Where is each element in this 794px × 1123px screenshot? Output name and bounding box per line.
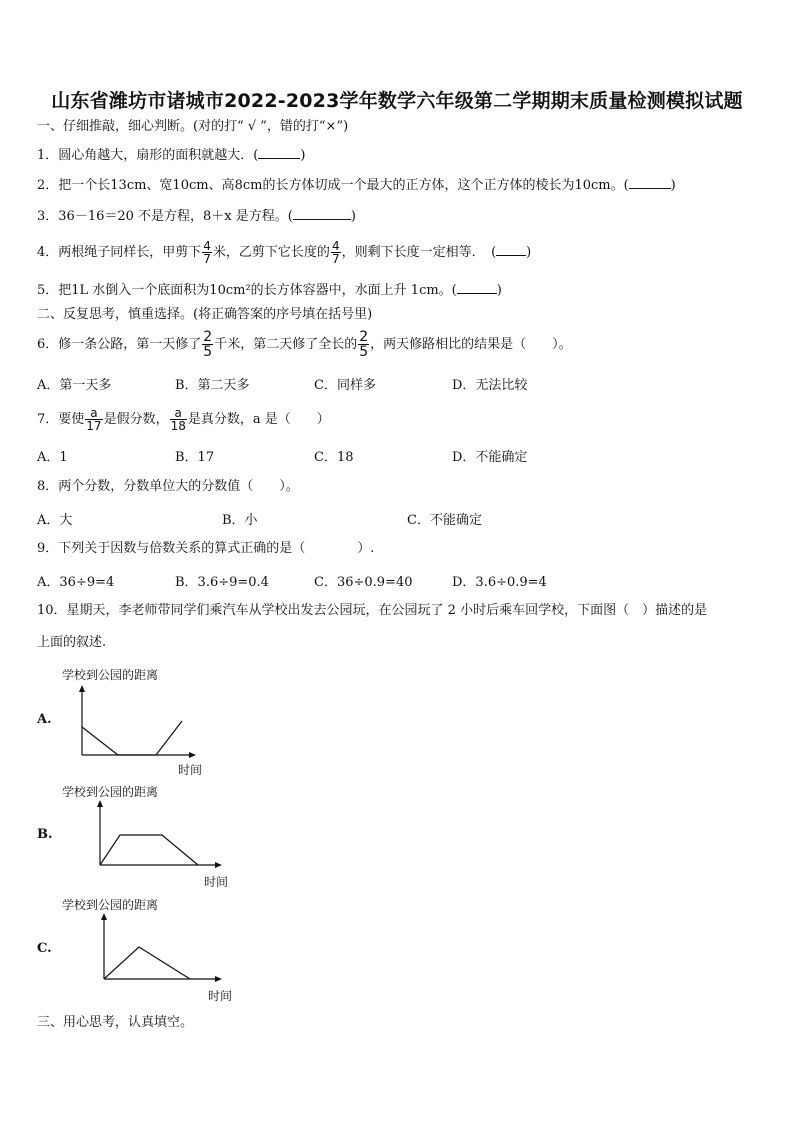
q9-option-c[interactable]: C．36÷0.9=40: [314, 575, 413, 590]
graph-c-y-arrow: [101, 913, 107, 920]
question-2-text: 2．把一个长13cm、宽10cm、高8cm的长方体切成一个最大的正方体，这个正方体的棱长为10cm。(: [37, 178, 629, 193]
graph-c-x-arrow: [215, 976, 222, 982]
question-7: 7．要使 $\frac{a}{17}$ 是假分数， $\frac{a}{18}$ 是真分数，a 是（ ）: [37, 406, 330, 433]
graph-a: [70, 685, 200, 765]
q7-option-a[interactable]: A．1: [37, 450, 68, 465]
graph-a-ylabel: 学校到公园的距离: [62, 668, 159, 682]
fraction-a-18: $\frac{a}{18}$: [170, 406, 186, 433]
answer-blank-3[interactable]: [293, 207, 351, 220]
graph-a-y-arrow: [79, 685, 85, 692]
graph-c-line: [104, 947, 190, 979]
section3-heading: 三、用心思考，认真填空。: [37, 1015, 194, 1030]
graph-a-letter[interactable]: A.: [37, 712, 52, 727]
q7-option-c[interactable]: C．18: [314, 450, 354, 465]
q9-option-b[interactable]: B．3.6÷9=0.4: [175, 575, 269, 590]
question-4: 4．两根绳子同样长，甲剪下 $\frac{4}{7}$ 米，乙剪下它长度的 $\frac{4}{7}$ ，则剩下长度一定相等． ( ): [37, 239, 532, 266]
question-2: 2．把一个长13cm、宽10cm、高8cm的长方体切成一个最大的正方体，这个正方体的棱长为10cm。( ): [37, 178, 676, 193]
graph-b-y-arrow: [97, 800, 103, 807]
q7-option-d[interactable]: D．不能确定: [452, 450, 528, 465]
graph-c: [92, 913, 232, 988]
page-title: 山东省潍坊市诸城市2022-2023学年数学六年级第二学期期末质量检测模拟试题: [51, 90, 743, 112]
q6-option-c[interactable]: C．同样多: [314, 378, 376, 393]
fraction-a-17: $\frac{a}{17}$: [86, 406, 102, 433]
fraction-2-5-a: $\frac{2}{5}$: [203, 329, 213, 360]
q8-option-a[interactable]: A．大: [37, 513, 73, 528]
q6-option-a[interactable]: A．第一天多: [37, 378, 112, 393]
question-8: 8．两个分数，分数单位大的分数值（ ）。: [37, 479, 299, 494]
q6-option-d[interactable]: D．无法比较: [452, 378, 528, 393]
section2-heading: 二、反复思考，慎重选择。(将正确答案的序号填在括号里): [37, 307, 373, 322]
graph-c-letter[interactable]: C.: [37, 941, 52, 956]
q9-option-a[interactable]: A．36÷9=4: [37, 575, 115, 590]
question-10-line-2: 上面的叙述.: [37, 635, 107, 650]
question-3-text: 3．36－16＝20 不是方程，8＋x 是方程。(: [37, 209, 293, 224]
graph-a-x-arrow: [189, 752, 196, 758]
q8-option-b[interactable]: B．小: [222, 513, 258, 528]
question-9: 9．下列关于因数与倍数关系的算式正确的是（ ）.: [37, 541, 375, 556]
question-1-text: 1．圆心角越大，扇形的面积就越大．(: [37, 148, 259, 163]
graph-b-letter[interactable]: B.: [37, 827, 53, 842]
graph-b-x-arrow: [215, 862, 222, 868]
graph-a-xlabel: 时间: [178, 763, 203, 777]
graph-b-xlabel: 时间: [204, 875, 229, 889]
graph-a-line: [82, 721, 182, 755]
question-1: 1．圆心角越大，扇形的面积就越大．( ): [37, 148, 306, 163]
graph-c-ylabel: 学校到公园的距离: [62, 898, 159, 912]
graph-b: [88, 800, 228, 875]
question-10-line-1: 10．星期天，李老师带同学们乘汽车从学校出发去公园玩，在公园玩了 2 小时后乘车回学校，下面图（ ）描述的是: [37, 603, 708, 618]
question-3: 3．36－16＝20 不是方程，8＋x 是方程。( ): [37, 209, 356, 224]
answer-blank-4[interactable]: [496, 243, 526, 256]
q6-option-b[interactable]: B．第二天多: [175, 378, 250, 393]
fraction-4-7-a: $\frac{4}{7}$: [203, 239, 211, 266]
section1-heading: 一、仔细推敲，细心判断。(对的打“ √ ”，错的打“×”): [37, 119, 349, 134]
question-5-text: 5．把1L 水倒入一个底面积为10cm²的长方体容器中，水面上升 1cm。(: [37, 283, 457, 298]
q9-option-d[interactable]: D．3.6÷0.9=4: [452, 575, 547, 590]
answer-blank-2[interactable]: [629, 176, 671, 189]
answer-blank-1[interactable]: [258, 146, 300, 159]
fraction-4-7-b: $\frac{4}{7}$: [331, 239, 340, 266]
q8-option-c[interactable]: C．不能确定: [407, 513, 482, 528]
answer-blank-5[interactable]: [457, 281, 497, 294]
fraction-2-5-b: $\frac{2}{5}$: [359, 329, 369, 360]
q7-option-b[interactable]: B．17: [175, 450, 215, 465]
graph-c-xlabel: 时间: [208, 989, 233, 1003]
graph-b-ylabel: 学校到公园的距离: [62, 785, 159, 799]
question-6: 6．修一条公路，第一天修了 $\frac{2}{5}$ 千米，第二天修了全长的 $\frac{2}{5}$ ，两天修路相比的结果是（ ）。: [37, 329, 572, 360]
question-5: 5．把1L 水倒入一个底面积为10cm²的长方体容器中，水面上升 1cm。( ): [37, 283, 502, 298]
graph-b-line: [100, 835, 198, 865]
